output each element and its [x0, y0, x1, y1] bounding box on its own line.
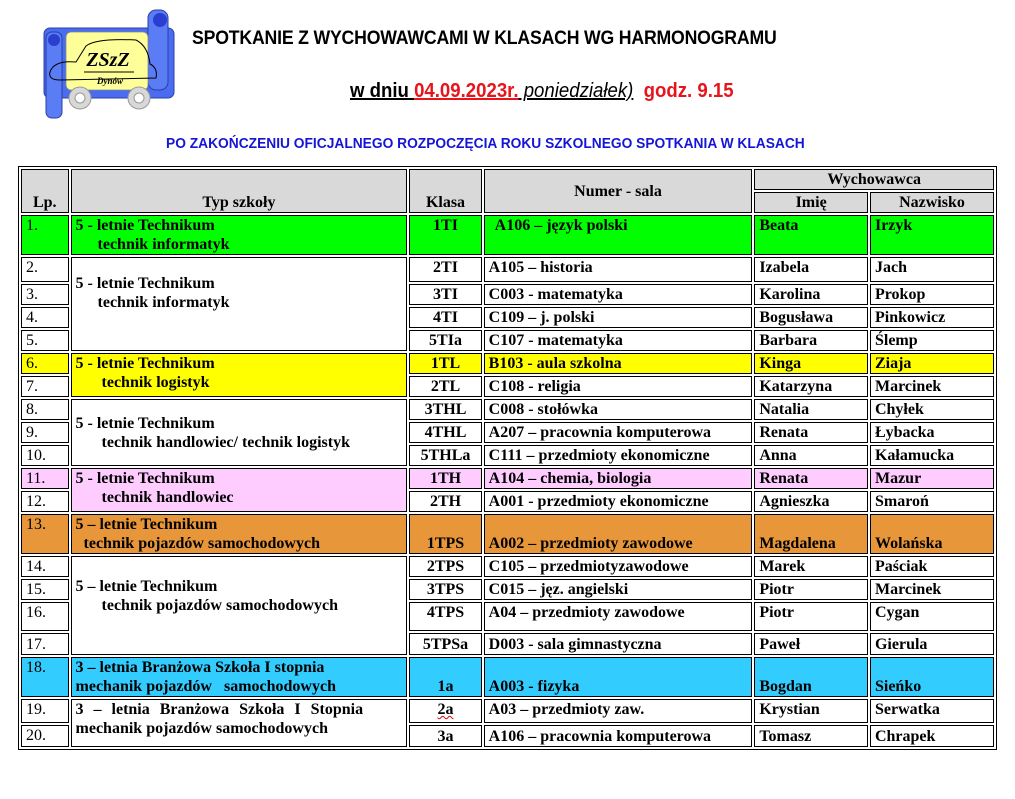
row-klasa: 3TI [409, 284, 481, 305]
row-nazwisko: Pinkowicz [870, 307, 994, 328]
row-sala: D003 - sala gimnastyczna [484, 633, 753, 655]
row-lp: 1. [21, 215, 69, 255]
table-row [21, 399, 994, 420]
row-sala: A03 – przedmioty zaw. [484, 699, 753, 723]
school-type-line1: 5 – letnie Technikum [75, 577, 218, 595]
row-imie: Magdalena [754, 514, 868, 554]
school-type-line2: mechanik pojazdów samochodowych [75, 678, 336, 695]
row-school-type [71, 657, 408, 697]
table-row [21, 468, 994, 489]
row-school-type [71, 399, 408, 466]
meeting-date: 04.09.2023r. [414, 80, 519, 102]
row-nazwisko: Wolańska [870, 514, 994, 554]
row-imie: Izabela [754, 257, 868, 282]
header-imie: Imię [754, 192, 868, 213]
date-line [350, 80, 734, 103]
school-type-line2: technik handlowiec [101, 489, 234, 506]
row-lp: 7. [21, 376, 69, 397]
row-lp: 20. [21, 725, 69, 747]
row-klasa: 1TPS [409, 514, 481, 554]
row-imie: Piotr [754, 579, 868, 600]
date-prefix: w dniu [350, 80, 415, 102]
table-row [21, 514, 994, 554]
row-lp: 8. [21, 399, 69, 420]
row-imie: Bogusława [754, 307, 868, 328]
row-nazwisko: Irzyk [870, 215, 994, 255]
table-row [21, 215, 994, 255]
logo-text: ZSzZ [86, 49, 130, 71]
row-lp: 18. [21, 657, 69, 697]
table-row [21, 353, 994, 374]
row-lp: 14. [21, 556, 69, 577]
row-school-type [71, 514, 408, 554]
row-nazwisko: Łybacka [870, 422, 994, 443]
row-imie: Kinga [754, 353, 868, 374]
school-type-line1: 5 - letnie Technikum [75, 414, 215, 432]
row-lp: 19. [21, 699, 69, 723]
school-type-line2: mechanik pojazdów samochodowych [75, 720, 328, 737]
row-klasa: 4TI [409, 307, 481, 328]
table-row [21, 257, 994, 282]
subtitle: PO ZAKOŃCZENIU OFICJALNEGO ROZPOCZĘCIA ROKU SZKOLNEGO SPOTKANIA W KLASACH [166, 136, 805, 152]
row-sala: B103 - aula szkolna [484, 353, 753, 374]
row-sala: C008 - stołówka [484, 399, 753, 420]
row-sala: A105 – historia [484, 257, 753, 282]
school-type-line1: 5 - letnie Technikum [75, 217, 215, 234]
school-type-line1: 5 - letnie Technikum [75, 470, 215, 487]
row-lp: 16. [21, 602, 69, 631]
row-lp: 2. [21, 257, 69, 282]
school-type-line2: technik pojazdów samochodowych [101, 596, 338, 614]
row-klasa: 2TH [409, 491, 481, 512]
row-nazwisko: Marcinek [870, 376, 994, 397]
row-nazwisko: Marcinek [870, 579, 994, 600]
row-klasa: 3TPS [409, 579, 481, 600]
row-sala: A207 – pracownia komputerowa [484, 422, 753, 443]
header-sala: Numer - sala [484, 169, 753, 213]
row-klasa: 2TL [409, 376, 481, 397]
row-sala: A002 – przedmioty zawodowe [484, 514, 753, 554]
row-klasa: 4TPS [409, 602, 481, 631]
header-klasa: Klasa [409, 169, 481, 213]
school-type-line1: 5 - letnie Technikum [75, 355, 215, 372]
row-imie: Piotr [754, 602, 868, 631]
row-lp: 12. [21, 491, 69, 512]
row-nazwisko: Cygan [870, 602, 994, 631]
header-nazwisko: Nazwisko [870, 192, 994, 213]
logo-subtext: Dynów [96, 76, 124, 86]
row-sala: A106 – język polski [484, 215, 753, 255]
header-typ: Typ szkoły [71, 169, 408, 213]
row-school-type [71, 699, 408, 747]
page-title: SPOTKANIE Z WYCHOWAWCAMI W KLASACH WG HARMONOGRAMU [192, 28, 777, 49]
row-school-type [71, 353, 408, 397]
row-imie: Natalia [754, 399, 868, 420]
table-row [21, 657, 994, 697]
row-klasa: 2TI [409, 257, 481, 282]
row-sala: C111 – przedmioty ekonomiczne [484, 445, 753, 466]
row-klasa: 1a [409, 657, 481, 697]
row-school-type [71, 556, 408, 655]
row-nazwisko: Ziaja [870, 353, 994, 374]
row-nazwisko: Prokop [870, 284, 994, 305]
school-type-line2: technik pojazdów samochodowych [83, 535, 320, 552]
row-klasa [409, 699, 481, 723]
meeting-time: godz. 9.15 [643, 80, 734, 102]
row-klasa: 1TI [409, 215, 481, 255]
school-logo [36, 6, 176, 120]
row-school-type [71, 468, 408, 512]
row-imie: Tomasz [754, 725, 868, 747]
row-sala: A001 - przedmioty ekonomiczne [484, 491, 753, 512]
row-lp: 4. [21, 307, 69, 328]
row-nazwisko: Mazur [870, 468, 994, 489]
row-imie: Krystian [754, 699, 868, 723]
row-imie: Renata [754, 468, 868, 489]
row-imie: Katarzyna [754, 376, 868, 397]
row-school-type [71, 257, 408, 351]
school-type-line2: technik informatyk [97, 236, 230, 253]
row-lp: 3. [21, 284, 69, 305]
row-nazwisko: Jach [870, 257, 994, 282]
row-imie: Anna [754, 445, 868, 466]
row-klasa: 5TPSa [409, 633, 481, 655]
row-imie: Barbara [754, 330, 868, 351]
row-imie: Karolina [754, 284, 868, 305]
school-type-line2: technik informatyk [97, 294, 230, 311]
school-type-line1: 3 – letnia Branżowa Szkoła I stopnia [75, 659, 325, 676]
header-wychowawca: Wychowawca [754, 169, 994, 190]
schedule-table [18, 166, 997, 750]
row-imie: Renata [754, 422, 868, 443]
row-sala: C015 – jęz. angielski [484, 579, 753, 600]
row-lp: 6. [21, 353, 69, 374]
row-sala: A04 – przedmioty zawodowe [484, 602, 753, 631]
row-klasa: 4THL [409, 422, 481, 443]
row-sala: C003 - matematyka [484, 284, 753, 305]
row-lp: 17. [21, 633, 69, 655]
school-type-line1: 5 – letnie Technikum [75, 516, 218, 533]
row-imie: Marek [754, 556, 868, 577]
row-lp: 5. [21, 330, 69, 351]
row-lp: 10. [21, 445, 69, 466]
row-sala: A104 – chemia, biologia [484, 468, 753, 489]
row-school-type [71, 215, 408, 255]
row-sala: A003 - fizyka [484, 657, 753, 697]
row-nazwisko: Paściak [870, 556, 994, 577]
row-sala: A106 – pracownia komputerowa [484, 725, 753, 747]
header-lp: Lp. [21, 169, 69, 213]
school-type-line1: 5 - letnie Technikum [75, 275, 215, 292]
table-row [21, 556, 994, 577]
row-sala: C107 - matematyka [484, 330, 753, 351]
row-nazwisko: Gierula [870, 633, 994, 655]
row-lp: 15. [21, 579, 69, 600]
klasa-text: 2a [437, 701, 454, 718]
row-klasa: 1TL [409, 353, 481, 374]
row-klasa: 3THL [409, 399, 481, 420]
row-nazwisko: Ślemp [870, 330, 994, 351]
row-sala: C105 – przedmiotyzawodowe [484, 556, 753, 577]
table-row [21, 699, 994, 723]
row-nazwisko: Kałamucka [870, 445, 994, 466]
row-klasa: 5TIa [409, 330, 481, 351]
row-lp: 9. [21, 422, 69, 443]
row-nazwisko: Sieńko [870, 657, 994, 697]
row-nazwisko: Serwatka [870, 699, 994, 723]
row-nazwisko: Chyłek [870, 399, 994, 420]
row-imie: Paweł [754, 633, 868, 655]
row-klasa: 3a [409, 725, 481, 747]
row-nazwisko: Chrapek [870, 725, 994, 747]
school-type-line2: technik logistyk [101, 374, 210, 391]
meeting-day: poniedziałek) [518, 80, 634, 102]
row-imie: Bogdan [754, 657, 868, 697]
row-klasa: 2TPS [409, 556, 481, 577]
row-nazwisko: Smaroń [870, 491, 994, 512]
row-imie: Beata [754, 215, 868, 255]
row-klasa: 1TH [409, 468, 481, 489]
school-type-line1: 3 – letnia Branżowa Szkoła I Stopnia [75, 701, 364, 718]
row-sala: C109 – j. polski [484, 307, 753, 328]
school-type-line2: technik handlowiec/ technik logistyk [101, 433, 350, 451]
row-imie: Agnieszka [754, 491, 868, 512]
row-klasa: 5THLa [409, 445, 481, 466]
row-lp: 11. [21, 468, 69, 489]
row-lp: 13. [21, 514, 69, 554]
row-sala: C108 - religia [484, 376, 753, 397]
